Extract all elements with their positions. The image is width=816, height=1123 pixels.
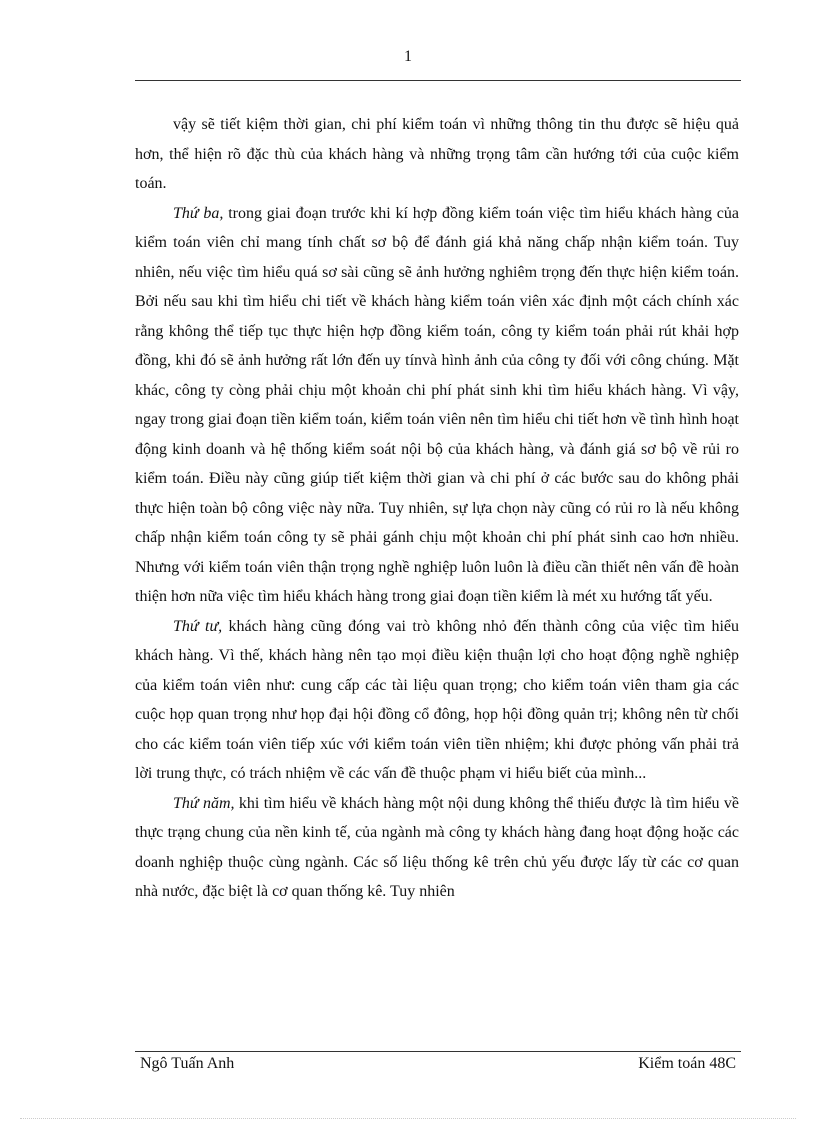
paragraph bbox=[135, 789, 739, 907]
paragraph-text: khách hàng cũng đóng vai trò không nhỏ đến thành công của việc tìm hiểu khách hàng. Vì thế, khách hàng nên tạo mọi điều kiện thuận lợi cho hoạt động nghề nghiệp của kiểm toán viên như: cung cấp các tài liệu quan trọng; cho kiểm toán viên tham gia các cuộc họp quan trọng như họp đại hội đồng cổ đông, họp hội đồng quản trị; không nên từ chối cho các kiểm toán viên tiếp xúc với kiểm toán viên tiền nhiệm; khi được phỏng vấn phải trả lời trung thực, có trách nhiệm về các vấn đề thuộc phạm vi hiểu biết của mình... bbox=[135, 617, 739, 782]
body-text bbox=[135, 110, 739, 907]
paragraph-lead: Thứ năm, bbox=[173, 794, 235, 812]
page-edge bbox=[20, 1118, 796, 1119]
paragraph bbox=[135, 612, 739, 789]
paragraph-text: vậy sẽ tiết kiệm thời gian, chi phí kiểm toán vì những thông tin thu được sẽ hiệu quả hơn, thể hiện rõ đặc thù của khách hàng và những trọng tâm cần hướng tới của cuộc kiểm toán. bbox=[135, 116, 739, 192]
paragraph-lead: Thứ tư, bbox=[173, 617, 223, 635]
page-footer bbox=[135, 1055, 741, 1073]
footer-class: Kiểm toán 48C bbox=[638, 1055, 736, 1072]
paragraph bbox=[135, 110, 739, 199]
footer-author: Ngô Tuấn Anh bbox=[140, 1055, 235, 1072]
footer-rule bbox=[135, 1051, 741, 1052]
paragraph bbox=[135, 199, 739, 612]
paragraph-text: trong giai đoạn trước khi kí hợp đồng kiểm toán việc tìm hiểu khách hàng của kiểm toán viên chỉ mang tính chất sơ bộ để đánh giá khả năng chấp nhận kiểm toán. Tuy nhiên, nếu việc tìm hiểu quá sơ sài cũng sẽ ảnh hưởng nghiêm trọng đến thực hiện kiểm toán. Bởi nếu sau khi tìm hiểu chi tiết về khách hàng kiểm toán viên xác định một cách chính xác rằng không thể tiếp tục thực hiện hợp đồng kiểm toán, công ty kiểm toán phải rút khải hợp đồng, khi đó sẽ ảnh hưởng rất lớn đến uy tínvà hình ảnh của công ty đối với công chúng. Mặt khác, công ty còng phải chịu một khoản chi phí phát sinh khi tìm hiểu khách hàng. Vì vậy, ngay trong giai đoạn tiền kiểm toán, kiểm toán viên nên tìm hiểu chi tiết hơn về tình hình hoạt động kinh doanh và hệ thống kiểm soát nội bộ của khách hàng, và đánh giá sơ bộ về rủi ro kiểm toán. Điều này cũng giúp tiết kiệm thời gian và chi phí ở các bước sau do không phải thực hiện toàn bộ công việc này nữa. Tuy nhiên, sự lựa chọn này cũng có rủi ro là nếu không chấp nhận kiểm toán công ty sẽ phải gánh chịu một khoản chi phí phát sinh cao hơn nhiều. Nhưng với kiểm toán viên thận trọng nghề nghiệp luôn luôn là điều cần thiết nên vấn đề hoàn thiện hơn nữa việc tìm hiểu khách hàng trong giai đoạn tiền kiểm là mét xu hướng tất yếu. bbox=[135, 204, 740, 605]
page-number: 1 bbox=[404, 48, 412, 65]
paragraph-lead: Thứ ba, bbox=[173, 204, 224, 222]
paragraph-text: khi tìm hiểu về khách hàng một nội dung không thể thiếu được là tìm hiểu về thực trạng chung của nền kinh tế, của ngành mà công ty khách hàng đang hoạt động hoặc các doanh nghiệp thuộc cùng ngành. Các số liệu thống kê trên chủ yếu được lấy từ các cơ quan nhà nước, đặc biệt là cơ quan thống kê. Tuy nhiên bbox=[135, 794, 740, 900]
header-rule bbox=[135, 80, 741, 81]
